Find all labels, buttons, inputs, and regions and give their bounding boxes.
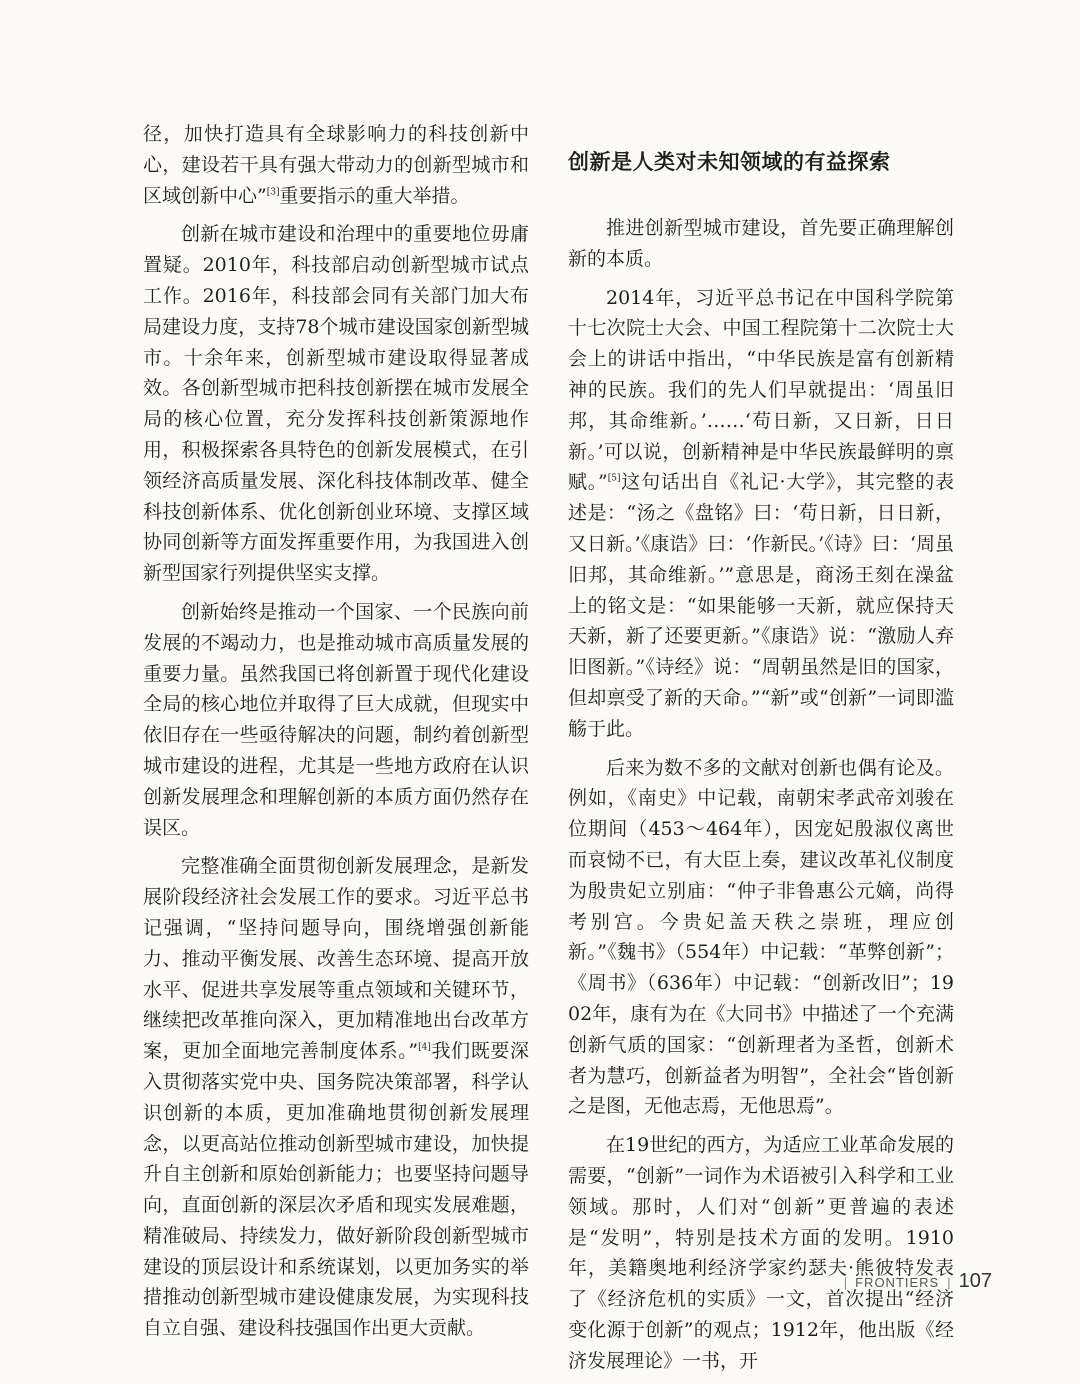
paragraph: 2014年，习近平总书记在中国科学院第十七次院士大会、中国工程院第十二次院士大会上的讲话中指出，“中华民族是富有创新精神的民族。我们的先人们早就提出：‘周虽旧邦，其命维新。’……‘苟日新，又日新，日日新。’可以说，创新精神是中华民族最鲜明的禀赋。”[5]这句话出自《礼记·大学》，其完整的表述是：“汤之《盘铭》曰：‘苟日新，日日新，又日新。’《康诰》曰：‘作新民。’《诗》曰：‘周虽旧邦，其命维新。’”意思是，商汤王刻在澡盆上的铭文是：“如果能够一天新，就应保持天天新，新了还要更新。”《康诰》说：“激励人弃旧图新。”《诗经》说：“周朝虽然是旧的国家，但却禀受了新的天命。”“新”或“创新”一词即滥觞于此。 [568, 286, 954, 740]
footnote-ref[interactable]: [5] [607, 474, 621, 485]
paragraph: 创新在城市建设和治理中的重要地位毋庸置疑。2010年，科技部启动创新型城市试点工作。2016年，科技部会同有关部门加大布局建设力度，支持78个城市建设国家创新型城市。十余年来，创新型城市建设取得显著成效。各创新型城市把科技创新摆在城市发展全局的核心位置，充分发挥科技创新策源地作用，积极探索各具特色的创新发展模式，在引领经济高质量发展、深化科技体制改革、健全科技创新体系、优化创新创业环境、支撑区域协同创新等方面发挥重要作用，为我国进入创新型国家行列提供坚实支撑。 [143, 223, 529, 585]
page-number: 107 [958, 1270, 992, 1292]
page-footer [844, 1270, 992, 1293]
footnote-ref[interactable]: [4] [418, 1042, 431, 1053]
left-column [143, 119, 529, 1352]
paragraph: 推进创新型城市建设，首先要正确理解创新的本质。 [568, 217, 954, 270]
paragraph: 创新始终是推动一个国家、一个民族向前发展的不竭动力，也是推动城市高质量发展的重要力量。虽然我国已将创新置于现代化建设全局的核心地位并取得了巨大成就，但现实中依旧存在一些亟待解决的问题，制约着创新型城市建设的进程，尤其是一些地方政府在认识创新发展理念和理解创新的本质方面仍然存在误区。 [143, 600, 529, 839]
footer-divider: | [947, 1275, 951, 1290]
paragraph: 在19世纪的西方，为适应工业革命发展的需要，“创新”一词作为术语被引入科学和工业领域。那时，人们对“创新”更普遍的表述是“发明”，特别是技术方面的发明。1910年，美籍奥地利经济学家约瑟夫·熊彼特发表了《经济危机的实质》一文，首次提出“经济变化源于创新”的观点；1912年，他出版《经济发展理论》一书，开 [568, 1134, 954, 1372]
journal-name: FRONTIERS [855, 1275, 940, 1290]
footnote-ref[interactable]: [3] [266, 187, 280, 198]
paragraph: 完整准确全面贯彻创新发展理念，是新发展阶段经济社会发展工作的要求。习近平总书记强调，“坚持问题导向，围绕增强创新能力、推动平衡发展、改善生态环境、提高开放水平、促进共享发展等重点领域和关键环节，继续把改革推向深入，更加精准地出台改革方案，更加全面地完善制度体系。”[4]我们既要深入贯彻落实党中央、国务院决策部署，科学认识创新的本质，更加准确地贯彻创新发展理念，以更高站位推动创新型城市建设，加快提升自主创新和原始创新能力；也要坚持问题导向，直面创新的深层次矛盾和现实发展难题，精准破局、持续发力，做好新阶段创新型城市建设的顶层设计和系统谋划，以更加务实的举措推动创新型城市建设健康发展，为实现科技自立自强、建设科技强国作出更大贡献。 [143, 855, 529, 1340]
section-heading: 创新是人类对未知领域的有益探索 [568, 149, 891, 174]
right-column [568, 119, 954, 1384]
paragraph: 后来为数不多的文献对创新也偶有论及。例如，《南史》中记载，南朝宋孝武帝刘骏在位期间（453～464年），因宠妃殷淑仪离世而哀恸不已，有大臣上奏，建议改革礼仪制度为殷贵妃立别庙：“仲子非鲁惠公元嫡，尚得考别宫。今贵妃盖天秩之崇班，理应创新。”《魏书》（554年）中记载：“革弊创新”；《周书》（636年）中记载：“创新改旧”；1902年，康有为在《大同书》中描述了一个充满创新气质的国家：“创新理者为圣哲，创新术者为慧巧，创新益者为明智”，全社会“皆创新之是图，无他志焉，无他思焉”。 [568, 756, 954, 1118]
footer-divider: | [843, 1275, 848, 1290]
paragraph-continued: 径，加快打造具有全球影响力的科技创新中心，建设若干具有强大带动力的创新型城市和区域创新中心”[3]重要指示的重大举措。 [143, 123, 529, 207]
